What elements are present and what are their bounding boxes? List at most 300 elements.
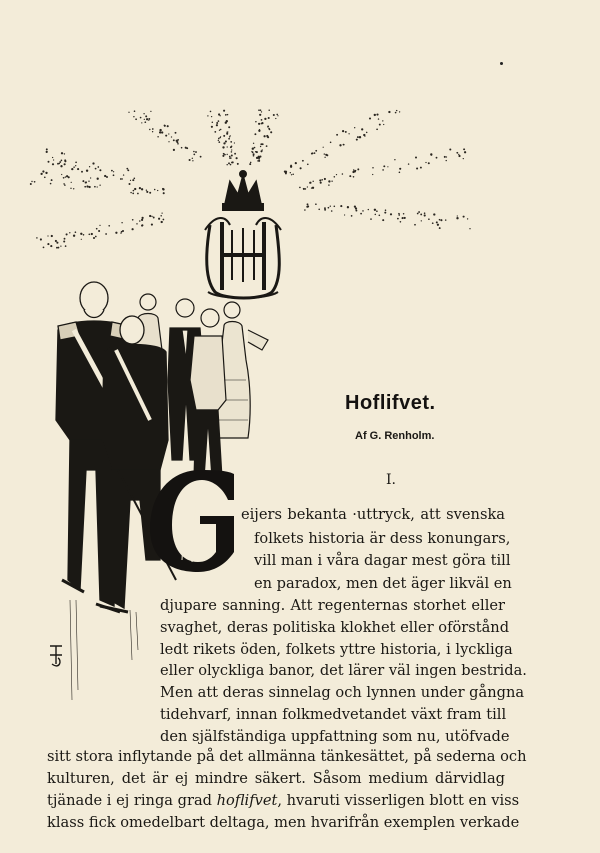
stipple-dot (176, 141, 178, 143)
stipple-dot (68, 176, 70, 178)
stipple-dot (440, 219, 442, 221)
stipple-dot (64, 153, 65, 154)
stipple-dot (230, 157, 231, 158)
ground-hatching (70, 600, 138, 700)
stipple-dot (165, 135, 167, 137)
stipple-dot (416, 167, 418, 169)
stipple-dot (340, 205, 342, 207)
stipple-dot (277, 115, 278, 116)
stipple-dot (207, 115, 208, 116)
stipple-dot (50, 245, 52, 247)
stipple-dot (136, 223, 137, 224)
stipple-dot (218, 138, 220, 140)
stipple-dot (130, 192, 131, 193)
stipple-dot (463, 216, 465, 218)
stipple-dot (214, 131, 216, 133)
stipple-dot (137, 193, 139, 195)
stipple-dot (258, 123, 260, 125)
stipple-dot (104, 175, 106, 177)
stipple-dot (146, 191, 148, 193)
stipple-dot (353, 176, 355, 178)
stipple-dot (331, 210, 333, 212)
stipple-dot (171, 136, 172, 137)
stipple-dot (230, 141, 232, 143)
stipple-dot (63, 183, 65, 185)
stipple-dot (376, 128, 378, 130)
stipple-dot (120, 178, 122, 180)
stipple-dot (227, 154, 228, 155)
stipple-dot (395, 112, 397, 114)
stipple-dot (228, 126, 230, 128)
stipple-dot (370, 218, 372, 220)
stipple-dot (339, 144, 341, 146)
stipple-dot (108, 225, 110, 227)
stipple-dot (356, 139, 358, 141)
artist-monogram-icon (50, 646, 62, 666)
stipple-dot (163, 219, 165, 221)
stipple-dot (309, 182, 310, 183)
stipple-dot (152, 128, 154, 130)
stipple-dot (231, 155, 233, 157)
stipple-dot (312, 187, 314, 189)
stipple-dot (218, 141, 220, 143)
stipple-dot (134, 188, 136, 190)
stipple-dot (307, 186, 308, 187)
stipple-dot (355, 207, 357, 209)
stipple-dot (290, 172, 291, 173)
stipple-dot (431, 154, 432, 155)
stipple-dot (82, 180, 84, 182)
stipple-dot (436, 221, 438, 223)
stipple-dot (93, 237, 95, 239)
body-line: ledt rikets öden, folkets yttre historia, i lyckliga (160, 641, 513, 658)
stipple-dot (354, 170, 356, 172)
stipple-dot (299, 187, 301, 189)
stipple-dot (56, 247, 58, 249)
stipple-dot (231, 151, 233, 153)
stipple-dot (231, 149, 232, 150)
stipple-dot (46, 148, 48, 150)
stipple-dot (384, 212, 386, 214)
stipple-dot (290, 165, 292, 167)
stipple-dot (34, 181, 36, 183)
stipple-dot (307, 163, 309, 165)
stipple-dot (267, 125, 269, 127)
stipple-dot (149, 215, 151, 217)
stipple-dot (45, 172, 47, 174)
stipple-dot (216, 124, 218, 126)
stipple-dot (153, 217, 155, 219)
stipple-dot (30, 183, 32, 185)
stipple-dot (181, 147, 183, 149)
stipple-dot (225, 141, 226, 142)
stipple-dot (86, 185, 88, 187)
stipple-dot (31, 181, 32, 182)
stipple-dot (90, 177, 91, 178)
stipple-dot (223, 135, 225, 137)
stipple-dot (379, 124, 381, 126)
section-number: I. (386, 472, 396, 488)
stipple-dot (428, 218, 430, 220)
stipple-dot (276, 114, 278, 116)
stipple-dot (140, 117, 142, 119)
stipple-dot (385, 209, 387, 211)
body-line: vill man i våra dagar mest göra till (254, 552, 511, 569)
body-line: eijers bekanta ·uttryck, att svenska (241, 506, 505, 523)
stipple-dot (69, 232, 70, 233)
stipple-dot (59, 161, 61, 163)
stipple-dot (127, 169, 129, 171)
stipple-dot (342, 173, 344, 175)
stipple-dot (193, 151, 195, 153)
stipple-dot (251, 151, 252, 152)
stipple-dot (64, 160, 66, 162)
stipple-dot (52, 157, 53, 158)
stipple-dot (259, 129, 260, 130)
stipple-dot (314, 152, 316, 154)
stipple-dot (369, 117, 371, 119)
stipple-dot (360, 213, 362, 215)
body-line: svaghet, deras politiska klokhet eller oförstånd (160, 619, 510, 636)
stipple-dot (324, 178, 326, 180)
stipple-dot (123, 174, 124, 175)
figure-officer-back (100, 316, 176, 612)
stipple-dot (59, 163, 60, 164)
stipple-dot (237, 163, 239, 165)
stipple-dot (113, 171, 114, 172)
stipple-dot (173, 139, 175, 141)
stipple-dot (402, 217, 404, 219)
stipple-dot (258, 160, 260, 162)
stipple-dot (268, 109, 269, 110)
stipple-dot (159, 131, 161, 133)
stipple-dot (83, 234, 85, 236)
stipple-dot (368, 209, 369, 210)
stipple-dot (399, 111, 400, 112)
stipple-dot (126, 168, 128, 170)
stipple-dot (40, 173, 42, 175)
stipple-dot (315, 203, 317, 205)
stipple-dot (160, 215, 162, 217)
stipple-dot (158, 218, 160, 220)
stipple-dot (260, 143, 262, 145)
stipple-dot (249, 163, 251, 165)
stipple-dot (145, 115, 147, 117)
stipple-dot (420, 167, 422, 169)
stipple-dot (328, 180, 330, 182)
stipple-dot (141, 219, 143, 221)
stipple-dot (210, 111, 212, 113)
stipple-dot (234, 153, 236, 155)
stipple-dot (261, 119, 263, 121)
stipple-dot (88, 186, 90, 188)
stipple-dot (44, 176, 46, 178)
stipple-dot (359, 136, 361, 138)
stipple-dot (253, 143, 254, 144)
stipple-dot (457, 215, 458, 216)
stipple-dot (295, 162, 297, 164)
stipple-dot (149, 129, 150, 130)
stipple-dot (255, 121, 256, 122)
body-line: folkets historia är dess konungars, (254, 530, 511, 547)
stipple-dot (437, 224, 439, 226)
stipple-dot (390, 213, 392, 215)
stipple-dot (351, 215, 353, 217)
stipple-dot (458, 155, 460, 157)
stipple-dot (151, 224, 153, 226)
stipple-dot (96, 228, 98, 230)
stipple-dot (218, 120, 220, 122)
stipple-dot (61, 174, 62, 175)
stipple-dot (253, 153, 255, 155)
stipple-dot (372, 167, 374, 169)
article-byline: Af G. Renholm. (355, 430, 435, 442)
stipple-dot (382, 120, 383, 121)
stipple-dot (97, 166, 99, 168)
stipple-dot (266, 145, 268, 147)
stipple-dot (330, 206, 331, 207)
stipple-dot (425, 162, 426, 163)
stipple-dot (132, 228, 134, 230)
stipple-dot (364, 135, 365, 136)
stipple-dot (97, 186, 98, 187)
stipple-dot (151, 216, 152, 217)
stipple-dot (146, 118, 148, 120)
stipple-dot (269, 129, 271, 131)
stipple-dot (260, 146, 261, 147)
stipple-dot (267, 136, 269, 138)
stipple-dot (449, 148, 451, 150)
stipple-dot (211, 126, 213, 128)
stipple-dot (120, 232, 121, 233)
stipple-dot (372, 174, 373, 175)
body-line: sitt stora inflytande på det allmänna tänkesättet, på sederna och (47, 748, 527, 765)
stipple-dot (456, 217, 458, 219)
crowned-monogram-icon (205, 171, 281, 298)
stipple-dot (344, 214, 345, 215)
stipple-dot (148, 120, 149, 121)
stipple-dot (349, 175, 351, 177)
stipple-dot (84, 186, 86, 188)
stipple-dot (133, 116, 134, 117)
stipple-dot (91, 233, 93, 235)
stipple-dot (357, 136, 359, 138)
stipple-dot (75, 161, 77, 163)
stipple-dot (374, 209, 376, 211)
stipple-dot (469, 228, 470, 229)
stipple-dot (404, 218, 405, 219)
stipple-dot (397, 218, 399, 220)
stipple-dot (302, 160, 304, 162)
stipple-dot (354, 206, 356, 208)
stipple-dot (375, 214, 377, 216)
stipple-dot (64, 238, 66, 240)
stipple-dot (89, 166, 90, 167)
stipple-dot (81, 171, 83, 173)
stipple-dot (42, 170, 44, 172)
stipple-dot (318, 208, 320, 210)
stipple-dot (467, 218, 468, 219)
stipple-dot (376, 114, 378, 116)
stipple-dot (85, 182, 86, 183)
stipple-dot (292, 174, 294, 176)
stipple-dot (94, 186, 96, 188)
article-title: Hoflifvet. (345, 392, 436, 414)
stipple-dot (357, 168, 359, 170)
stipple-dot (418, 211, 420, 213)
stipple-dot (43, 247, 45, 249)
stipple-dot (432, 222, 434, 224)
stipple-dot (234, 142, 235, 143)
stipple-dot (141, 188, 143, 190)
stipple-dot (157, 190, 158, 191)
stipple-dot (65, 245, 67, 247)
stipple-dot (321, 179, 323, 181)
stipple-dot (60, 245, 61, 246)
stipple-dot (60, 165, 62, 167)
stipple-dot (111, 170, 113, 172)
stipple-dot (167, 125, 169, 127)
stipple-dot (398, 214, 400, 216)
stipple-dot (270, 131, 272, 133)
stipple-dot (342, 130, 344, 132)
stipple-dot (264, 118, 266, 120)
stipple-dot (168, 133, 169, 134)
stipple-dot (403, 213, 405, 215)
stipple-dot (261, 123, 262, 124)
stipple-dot (105, 233, 107, 235)
stipple-dot (47, 243, 49, 245)
stipple-dot (226, 133, 228, 135)
stipple-dot (250, 162, 252, 164)
stipple-dot (121, 231, 123, 233)
stipple-dot (445, 219, 446, 220)
speck (500, 62, 503, 65)
stipple-dot (420, 213, 422, 215)
stipple-dot (446, 156, 447, 157)
drop-cap-g-icon (150, 470, 234, 572)
stipple-dot (99, 169, 101, 171)
stipple-dot (63, 240, 65, 242)
stipple-dot (121, 222, 122, 223)
stipple-dot (362, 210, 364, 212)
stipple-dot (361, 128, 363, 130)
stipple-dot (236, 157, 238, 159)
stipple-dot (154, 189, 156, 191)
stipple-dot (64, 163, 66, 165)
stipple-dot (189, 159, 191, 161)
stipple-dot (347, 206, 349, 208)
stipple-dot (70, 188, 71, 189)
stipple-dot (135, 118, 137, 120)
stipple-dot (256, 151, 258, 153)
stipple-dot (230, 164, 232, 166)
stipple-dot (320, 182, 322, 184)
stipple-dot (61, 152, 63, 154)
stipple-dot (261, 111, 262, 112)
stipple-dot (374, 114, 376, 116)
stipple-dot (130, 180, 131, 181)
stipple-dot (323, 147, 324, 148)
stipple-dot (379, 215, 381, 217)
stipple-dot (263, 135, 265, 137)
stipple-dot (223, 110, 225, 112)
stipple-dot (324, 153, 325, 154)
stipple-dot (227, 146, 228, 147)
stipple-dot (95, 236, 97, 238)
stipple-dot (128, 112, 129, 113)
body-line: Men att deras sinnelag och lynnen under gångna (160, 684, 525, 701)
stipple-dot (398, 213, 399, 214)
stipple-dot (51, 235, 53, 237)
stipple-dot (185, 147, 187, 149)
stipple-dot (273, 114, 275, 116)
stipple-dot (61, 160, 63, 162)
stipple-dot (146, 189, 147, 190)
stipple-dot (73, 166, 75, 168)
stipple-dot (388, 111, 390, 113)
stipple-dot (456, 152, 458, 154)
stipple-dot (463, 148, 465, 150)
body-line: klass fick omedelbart deltaga, men hvarifrån exemplen verkade (47, 814, 520, 831)
stipple-dot (252, 148, 254, 150)
stipple-dot (305, 188, 307, 190)
stipple-dot (115, 232, 117, 234)
stipple-dot (348, 133, 349, 134)
stipple-dot (328, 207, 330, 209)
stipple-dot (77, 168, 79, 170)
stipple-dot (86, 170, 88, 172)
stipple-dot (65, 176, 66, 177)
stipple-dot (75, 231, 77, 233)
stipple-dot (439, 219, 441, 221)
stipple-dot (99, 225, 100, 226)
stipple-dot (144, 119, 145, 120)
stipple-dot (326, 154, 328, 156)
stipple-dot (226, 120, 228, 122)
stipple-dot (396, 110, 397, 111)
stipple-dot (56, 242, 58, 244)
stipple-dot (324, 157, 325, 158)
stipple-dot (304, 209, 306, 211)
stipple-dot (161, 212, 162, 213)
stipple-dot (133, 190, 135, 192)
stipple-dot (225, 114, 227, 116)
stipple-dot (157, 136, 159, 138)
stipple-dot (75, 165, 76, 166)
stipple-dot (192, 160, 193, 161)
stipple-dot (319, 179, 321, 181)
stipple-dot (139, 220, 141, 222)
stipple-dot (219, 137, 221, 139)
stipple-dot (230, 135, 231, 136)
stipple-dot (336, 134, 338, 136)
stipple-dot (307, 203, 309, 205)
stipple-dot (328, 184, 329, 185)
stipple-dot (113, 174, 115, 176)
stipple-dot (378, 118, 379, 119)
stipple-dot (177, 143, 179, 145)
stipple-dot (162, 188, 164, 190)
body-line: djupare sanning. Att regenternas storhet eller (160, 597, 505, 614)
stipple-dot (47, 235, 48, 236)
stipple-dot (175, 132, 177, 134)
stipple-dot (414, 224, 416, 226)
stipple-dot (163, 192, 165, 194)
stipple-dot (52, 163, 54, 165)
stipple-dot (439, 227, 441, 229)
stipple-dot (464, 151, 466, 153)
